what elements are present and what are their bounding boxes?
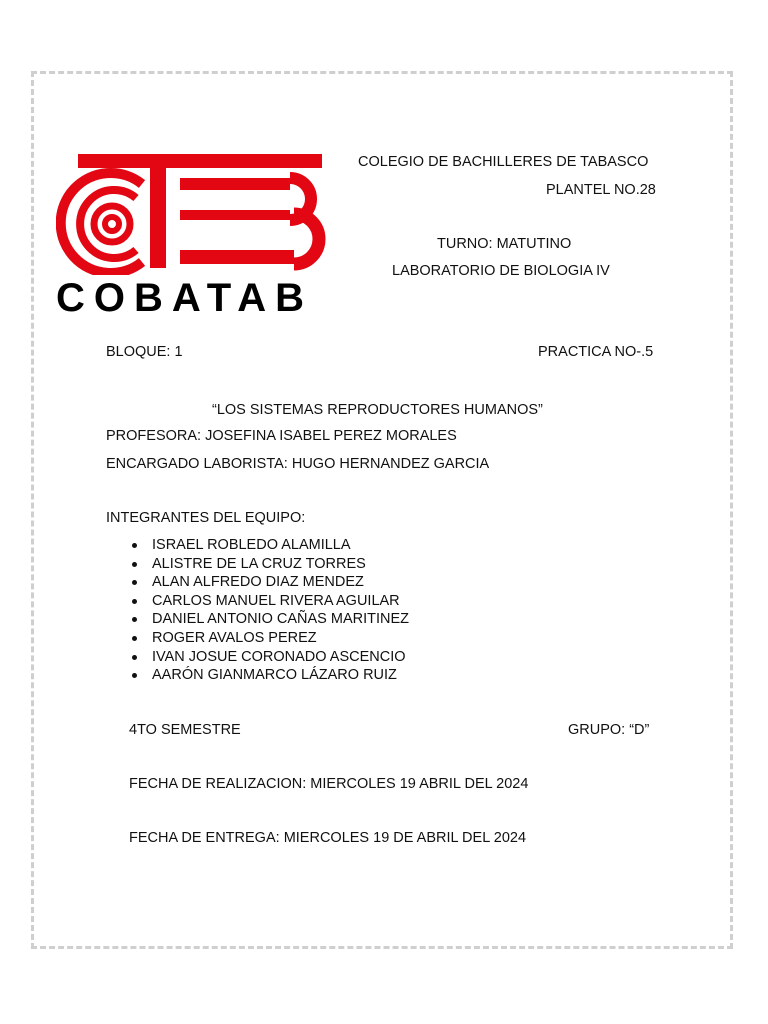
bullet-icon <box>132 599 137 604</box>
lab-technician: ENCARGADO LABORISTA: HUGO HERNANDEZ GARCIA <box>106 456 490 472</box>
member-name: ALISTRE DE LA CRUZ TORRES <box>152 555 366 572</box>
shift-label: TURNO: MATUTINO <box>437 236 572 252</box>
delivery-date: FECHA DE ENTREGA: MIERCOLES 19 DE ABRIL DEL 2024 <box>129 830 527 846</box>
bullet-icon <box>132 655 137 660</box>
school-name: COLEGIO DE BACHILLERES DE TABASCO <box>358 154 649 170</box>
member-name: CARLOS MANUEL RIVERA AGUILAR <box>152 592 400 609</box>
campus-number: PLANTEL NO.28 <box>546 182 656 198</box>
list-item <box>128 629 409 648</box>
bullet-icon <box>132 617 137 622</box>
bullet-icon <box>132 673 137 678</box>
cobatab-logo <box>56 150 346 320</box>
member-name: ISRAEL ROBLEDO ALAMILLA <box>152 537 351 553</box>
list-item <box>128 610 409 629</box>
member-name: ALAN ALFREDO DIAZ MENDEZ <box>152 574 364 591</box>
list-item <box>128 536 409 555</box>
team-members-list <box>128 536 409 685</box>
team-heading: INTEGRANTES DEL EQUIPO: <box>106 510 306 526</box>
list-item <box>128 648 409 667</box>
block-number: BLOQUE: 1 <box>106 344 183 360</box>
list-item <box>128 573 409 592</box>
practice-title: “LOS SISTEMAS REPRODUCTORES HUMANOS” <box>212 402 543 418</box>
practice-number: PRACTICA NO-.5 <box>538 344 654 360</box>
member-name: IVAN JOSUE CORONADO ASCENCIO <box>152 648 406 665</box>
member-name: DANIEL ANTONIO CAÑAS MARITINEZ <box>152 611 410 628</box>
cobatab-wordmark: COBATAB <box>56 276 314 320</box>
bullet-icon <box>132 562 137 567</box>
list-item <box>128 592 409 611</box>
bullet-icon <box>132 543 137 548</box>
semester-label: 4TO SEMESTRE <box>129 722 241 738</box>
list-item <box>128 555 409 574</box>
bullet-icon <box>132 580 137 585</box>
teacher-name: PROFESORA: JOSEFINA ISABEL PEREZ MORALES <box>106 428 457 444</box>
cobatab-logo-icon <box>56 150 346 275</box>
group-label: GRUPO: “D” <box>568 722 650 738</box>
bullet-icon <box>132 636 137 641</box>
list-item <box>128 666 409 685</box>
member-name: AARÓN GIANMARCO LÁZARO RUIZ <box>152 667 397 684</box>
member-name: ROGER AVALOS PEREZ <box>152 629 317 646</box>
completion-date: FECHA DE REALIZACION: MIERCOLES 19 ABRIL DEL 2024 <box>129 776 529 792</box>
lab-name: LABORATORIO DE BIOLOGIA IV <box>392 263 610 279</box>
